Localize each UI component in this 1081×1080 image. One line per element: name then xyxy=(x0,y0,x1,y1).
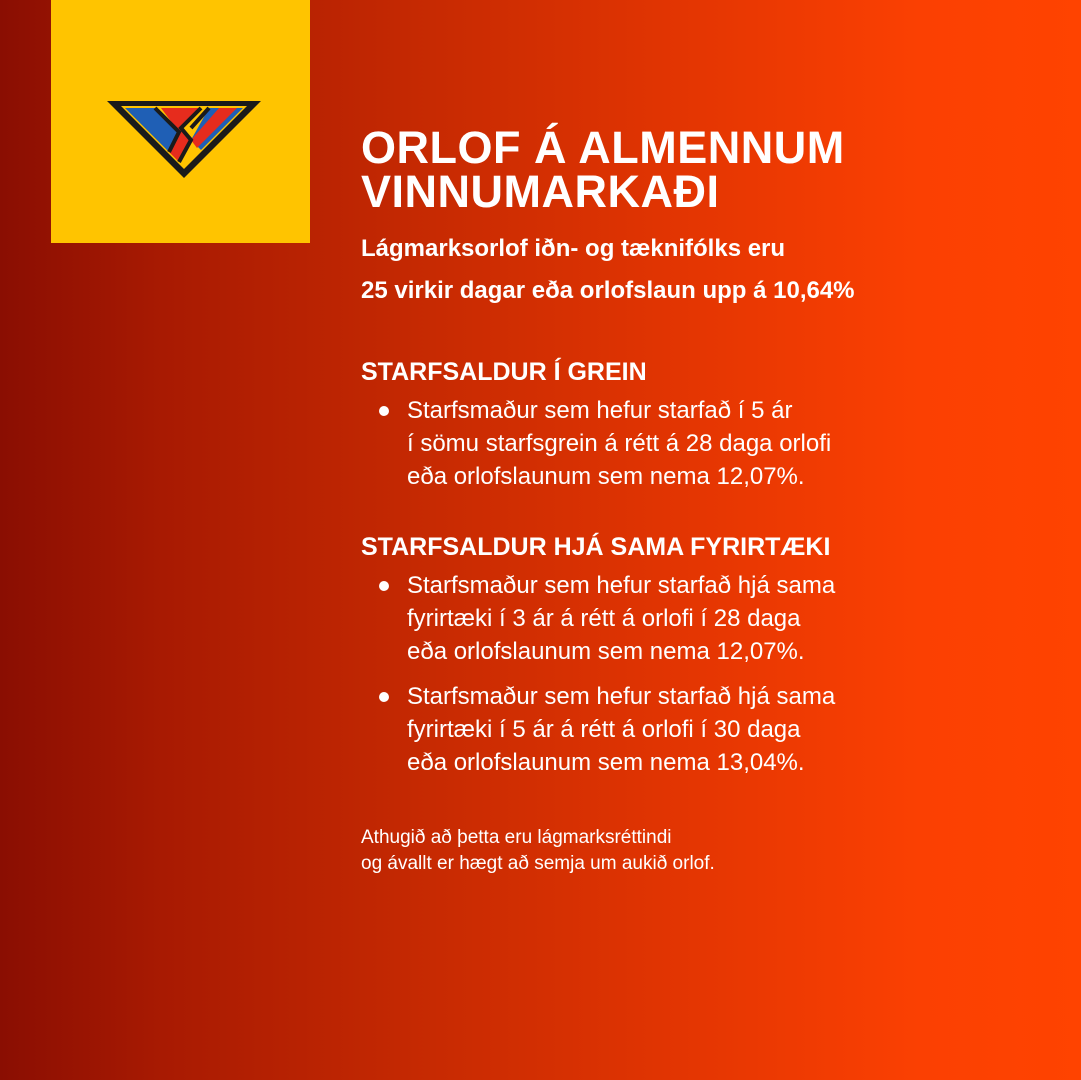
footnote xyxy=(361,825,1061,877)
bullet-icon xyxy=(379,406,389,416)
footnote-line-2: og ávallt er hægt að semja um aukið orlof. xyxy=(361,853,715,874)
section-heading: STARFSALDUR Í GREIN xyxy=(361,358,647,386)
list-item-line: eða orlofslaunum sem nema 12,07%. xyxy=(407,638,805,665)
list-item-line: Starfsmaður sem hefur starfað hjá sama xyxy=(407,683,836,710)
section-industry-seniority xyxy=(361,356,1061,493)
logo-panel xyxy=(51,0,310,243)
content xyxy=(361,122,1061,877)
list-item-line: í sömu starfsgrein á rétt á 28 daga orlofi xyxy=(407,430,832,457)
title-line-1: ORLOF Á ALMENNUM xyxy=(361,122,845,173)
list-item-line: Starfsmaður sem hefur starfað í 5 ár xyxy=(407,397,793,424)
footnote-line-1: Athugið að þetta eru lágmarksréttindi xyxy=(361,827,672,848)
triangle-logo-icon xyxy=(51,0,310,243)
list-item xyxy=(361,680,1061,779)
section-company-seniority xyxy=(361,531,1061,779)
list-item-line: eða orlofslaunum sem nema 12,07%. xyxy=(407,463,805,490)
list-item-line: Starfsmaður sem hefur starfað hjá sama xyxy=(407,572,836,599)
subtitle-line-1: Lágmarksorlof iðn- og tæknifólks eru xyxy=(361,235,786,262)
bullet-icon xyxy=(379,692,389,702)
list-item xyxy=(361,394,1061,493)
section-heading: STARFSALDUR HJÁ SAMA FYRIRTÆKI xyxy=(361,533,831,561)
list-item-line: fyrirtæki í 3 ár á rétt á orlofi í 28 daga xyxy=(407,605,801,632)
bullet-list xyxy=(361,569,1061,779)
list-item-line: fyrirtæki í 5 ár á rétt á orlofi í 30 daga xyxy=(407,716,801,743)
subtitle xyxy=(361,228,1061,312)
bullet-icon xyxy=(379,581,389,591)
subtitle-line-2: 25 virkir dagar eða orlofslaun upp á 10,64% xyxy=(361,277,855,304)
page-title xyxy=(361,122,1061,217)
list-item-line: eða orlofslaunum sem nema 13,04%. xyxy=(407,749,805,776)
bullet-list xyxy=(361,394,1061,493)
list-item xyxy=(361,569,1061,668)
title-line-2: VINNUMARKAÐI xyxy=(361,166,720,217)
